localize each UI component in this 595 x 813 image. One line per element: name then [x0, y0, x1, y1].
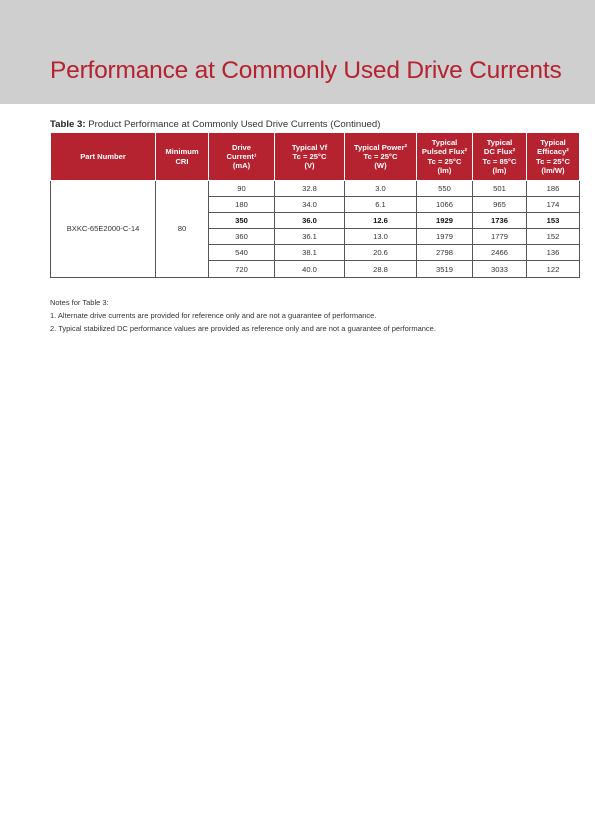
note-item-2: 2. Typical stabilized DC performance values are provided as reference only and are not a guarantee of performance. [50, 324, 436, 334]
table-caption-text: Product Performance at Commonly Used Drive Currents (Continued) [85, 119, 381, 130]
column-header-line: (lm) [492, 165, 507, 175]
column-header-line: Efficacy² [537, 147, 569, 157]
column-header-line: Typical [431, 137, 458, 147]
table-cell: 32.8 [275, 181, 345, 197]
table-cell: 1736 [473, 213, 527, 229]
column-header-line: Typical Power² [353, 142, 408, 152]
table-notes [50, 296, 436, 336]
table-row [51, 181, 580, 197]
column-header-line: Part Number [80, 151, 126, 161]
table-cell: 36.0 [275, 213, 345, 229]
column-header-line: Tc = 25°C [292, 151, 327, 161]
table-cell: 1979 [417, 229, 473, 245]
column-header-line: (lm) [437, 165, 452, 175]
table-cell: 360 [209, 229, 275, 245]
column-header-line: (V) [304, 161, 315, 171]
column-header-line: Minimum [165, 147, 199, 157]
table-cell: 36.1 [275, 229, 345, 245]
table-cell: 28.8 [345, 261, 417, 277]
page-title: Performance at Commonly Used Drive Currents [50, 57, 562, 84]
column-header [275, 133, 345, 181]
table-cell: 153 [527, 213, 580, 229]
min-cri-cell: 80 [156, 181, 209, 278]
table-caption [50, 119, 380, 130]
table-cell: 3519 [417, 261, 473, 277]
table-body [51, 181, 580, 278]
column-header-line: DC Flux² [483, 147, 516, 157]
table-header-row [51, 133, 580, 181]
column-header-line: Typical [540, 137, 566, 147]
table-cell: 6.1 [345, 197, 417, 213]
table-cell: 965 [473, 197, 527, 213]
column-header-line: Tc = 25°C [427, 156, 462, 166]
table-cell: 186 [527, 181, 580, 197]
table-cell: 1929 [417, 213, 473, 229]
table-cell: 136 [527, 245, 580, 261]
table-cell: 152 [527, 229, 580, 245]
table-cell: 2466 [473, 245, 527, 261]
column-header-line: Pulsed Flux² [421, 147, 468, 157]
column-header [156, 133, 209, 181]
column-header-line: Current¹ [226, 151, 257, 161]
table-caption-label: Table 3: [50, 119, 86, 130]
column-header-line: Drive [232, 142, 251, 152]
table-cell: 40.0 [275, 261, 345, 277]
column-header-line: Typical [486, 137, 513, 147]
table-cell: 13.0 [345, 229, 417, 245]
table-cell: 720 [209, 261, 275, 277]
column-header [51, 133, 156, 181]
column-header-line: (W) [374, 161, 387, 171]
table-cell: 1066 [417, 197, 473, 213]
table-cell: 501 [473, 181, 527, 197]
column-header [527, 133, 580, 181]
column-header-line: Typical Vf [291, 142, 328, 152]
table-cell: 350 [209, 213, 275, 229]
column-header-line: Tc = 25°C [536, 156, 570, 166]
header-band [0, 0, 595, 104]
table-cell: 90 [209, 181, 275, 197]
table-cell: 550 [417, 181, 473, 197]
part-number-cell: BXKC-65E2000-C-14 [51, 181, 156, 278]
table-cell: 34.0 [275, 197, 345, 213]
column-header [473, 133, 527, 181]
table-cell: 174 [527, 197, 580, 213]
column-header [417, 133, 473, 181]
column-header [345, 133, 417, 181]
table-cell: 180 [209, 197, 275, 213]
table-cell: 3033 [473, 261, 527, 277]
performance-table [50, 132, 580, 278]
notes-title: Notes for Table 3: [50, 298, 109, 307]
column-header-line: Tc = 25°C [363, 151, 398, 161]
table-cell: 12.6 [345, 213, 417, 229]
column-header-line: CRI [175, 156, 189, 166]
table-cell: 3.0 [345, 181, 417, 197]
table-cell: 122 [527, 261, 580, 277]
table-cell: 38.1 [275, 245, 345, 261]
column-header-line: (mA) [232, 161, 251, 171]
note-item-1: 1. Alternate drive currents are provided for reference only and are not a guarantee of performance. [50, 311, 377, 321]
table-cell: 2798 [417, 245, 473, 261]
column-header [209, 133, 275, 181]
table-cell: 20.6 [345, 245, 417, 261]
column-header-line: Tc = 85°C [482, 156, 517, 166]
column-header-line: (lm/W) [541, 165, 565, 175]
table-cell: 1779 [473, 229, 527, 245]
table-cell: 540 [209, 245, 275, 261]
